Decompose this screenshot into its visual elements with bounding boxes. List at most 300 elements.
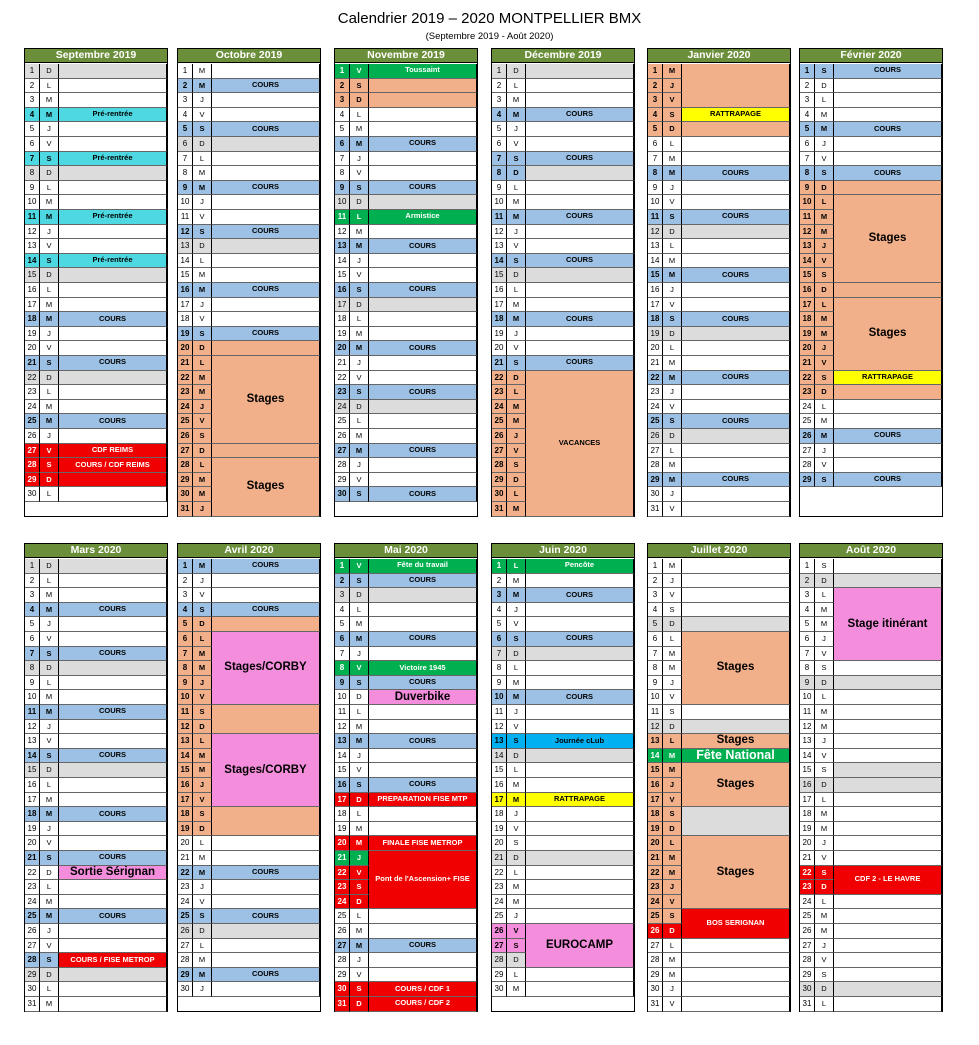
day-number: 21: [335, 356, 350, 371]
day-letter: V: [507, 341, 526, 356]
day-event-slot: [212, 254, 320, 269]
day-number: 5: [178, 617, 193, 632]
day-letter: J: [663, 676, 682, 691]
day-letter: L: [507, 283, 526, 298]
day-event-slot: [834, 720, 942, 735]
day-number: 4: [492, 108, 507, 123]
day-number: 19: [648, 327, 663, 342]
day-letter: M: [193, 385, 212, 400]
day-number: 15: [800, 268, 815, 283]
shaded-block: [526, 749, 634, 764]
day-letter: L: [350, 414, 369, 429]
day-number: 17: [648, 298, 663, 313]
day-number: 31: [648, 502, 663, 517]
day-number: 21: [335, 851, 350, 866]
day-letter: S: [507, 356, 526, 371]
day-letter: J: [40, 822, 59, 837]
day-event-slot: [682, 283, 790, 298]
day-event-slot: [59, 327, 167, 342]
day-event-slot: [682, 705, 790, 720]
day-number: 12: [335, 225, 350, 240]
day-event-slot: [59, 181, 167, 196]
day-event-slot: [834, 968, 942, 983]
day-number: 3: [25, 93, 40, 108]
day-number: 1: [492, 559, 507, 574]
shaded-block: [59, 968, 167, 983]
day-letter: M: [40, 414, 59, 429]
shaded-block: [59, 763, 167, 778]
day-letter: S: [193, 122, 212, 137]
day-number: 15: [800, 763, 815, 778]
day-number: 11: [800, 210, 815, 225]
event-block: COURS: [59, 807, 167, 822]
day-letter: V: [663, 195, 682, 210]
day-letter: J: [663, 982, 682, 997]
day-letter: J: [350, 851, 369, 866]
day-letter: M: [663, 749, 682, 764]
day-number: 14: [492, 749, 507, 764]
day-letter: J: [193, 93, 212, 108]
day-number: 10: [800, 690, 815, 705]
day-letter: L: [350, 807, 369, 822]
day-number: 21: [492, 356, 507, 371]
day-number: 9: [25, 181, 40, 196]
day-letter: M: [507, 108, 526, 123]
day-number: 24: [648, 895, 663, 910]
day-number: 11: [178, 210, 193, 225]
shaded-block: [682, 720, 790, 735]
day-number: 11: [25, 210, 40, 225]
day-letter: M: [40, 807, 59, 822]
day-number: 4: [648, 603, 663, 618]
day-number: 28: [178, 458, 193, 473]
day-number: 24: [335, 895, 350, 910]
event-block: CDF 2 - LE HAVRE: [834, 866, 942, 895]
day-number: 19: [648, 822, 663, 837]
day-letter: M: [40, 690, 59, 705]
day-event-slot: [526, 836, 634, 851]
day-letter: M: [40, 588, 59, 603]
day-letter: V: [815, 953, 834, 968]
event-block: COURS: [369, 239, 477, 254]
event-block: COURS: [59, 603, 167, 618]
day-letter: M: [663, 356, 682, 371]
day-number: 10: [178, 195, 193, 210]
day-letter: J: [40, 225, 59, 240]
day-number: 1: [800, 64, 815, 79]
day-number: 11: [648, 705, 663, 720]
day-letter: D: [40, 968, 59, 983]
day-letter: V: [193, 414, 212, 429]
day-number: 19: [25, 327, 40, 342]
day-number: 23: [25, 385, 40, 400]
day-event-slot: [369, 458, 477, 473]
event-block: COURS: [369, 181, 477, 196]
day-letter: L: [507, 968, 526, 983]
day-number: 31: [492, 502, 507, 517]
day-number: 28: [178, 953, 193, 968]
day-number: 30: [335, 982, 350, 997]
day-number: 18: [178, 807, 193, 822]
shaded-block: [682, 327, 790, 342]
event-block: COURS: [526, 210, 634, 225]
shaded-block: [59, 166, 167, 181]
shaded-block: [682, 64, 790, 108]
day-letter: M: [193, 953, 212, 968]
day-number: 13: [25, 239, 40, 254]
day-event-slot: [526, 93, 634, 108]
shaded-block: [834, 763, 942, 778]
day-number: 1: [25, 64, 40, 79]
day-letter: S: [507, 632, 526, 647]
day-number: 22: [25, 371, 40, 386]
day-number: 6: [492, 632, 507, 647]
day-letter: M: [663, 647, 682, 662]
day-event-slot: [369, 617, 477, 632]
event-block: COURS: [369, 574, 477, 589]
day-number: 28: [648, 458, 663, 473]
day-letter: M: [193, 181, 212, 196]
day-letter: V: [663, 588, 682, 603]
day-letter: L: [193, 356, 212, 371]
event-block: RATTRAPAGE: [526, 793, 634, 808]
event-block: COURS: [834, 122, 942, 137]
event-block: COURS: [682, 371, 790, 386]
day-number: 14: [178, 254, 193, 269]
day-letter: V: [40, 939, 59, 954]
day-number: 17: [25, 793, 40, 808]
day-number: 19: [492, 327, 507, 342]
day-event-slot: [59, 225, 167, 240]
event-block: COURS: [682, 166, 790, 181]
day-number: 17: [335, 298, 350, 313]
day-letter: M: [40, 997, 59, 1012]
day-letter: S: [815, 661, 834, 676]
day-letter: D: [193, 341, 212, 356]
day-letter: M: [507, 414, 526, 429]
shaded-block: [59, 559, 167, 574]
day-number: 20: [800, 836, 815, 851]
day-letter: S: [815, 473, 834, 488]
day-number: 5: [335, 122, 350, 137]
day-letter: M: [40, 312, 59, 327]
day-letter: M: [815, 617, 834, 632]
month-header: Avril 2020: [178, 544, 320, 558]
event-block: COURS: [369, 137, 477, 152]
day-event-slot: [59, 982, 167, 997]
day-letter: M: [507, 895, 526, 910]
day-event-slot: [369, 108, 477, 123]
day-event-slot: [59, 79, 167, 94]
shaded-block: [59, 268, 167, 283]
day-letter: J: [350, 458, 369, 473]
day-number: 3: [178, 93, 193, 108]
day-letter: L: [40, 181, 59, 196]
event-block: Stage itinérant: [834, 588, 942, 661]
day-number: 12: [800, 720, 815, 735]
day-number: 8: [335, 166, 350, 181]
day-letter: J: [40, 122, 59, 137]
day-event-slot: [526, 763, 634, 778]
day-event-slot: [212, 166, 320, 181]
day-number: 27: [178, 939, 193, 954]
day-letter: L: [350, 210, 369, 225]
day-letter: L: [40, 982, 59, 997]
day-number: 2: [25, 79, 40, 94]
event-block: Stages: [834, 195, 942, 283]
day-number: 23: [492, 385, 507, 400]
day-letter: M: [663, 64, 682, 79]
day-letter: J: [507, 807, 526, 822]
event-block: VACANCES: [526, 371, 634, 517]
day-letter: J: [193, 195, 212, 210]
event-block: COURS: [369, 487, 477, 502]
day-letter: L: [40, 487, 59, 502]
shaded-block: [212, 807, 320, 836]
event-block: EUROCAMP: [526, 924, 634, 968]
day-event-slot: [212, 982, 320, 997]
day-number: 18: [648, 312, 663, 327]
day-number: 7: [800, 152, 815, 167]
day-letter: V: [40, 341, 59, 356]
day-event-slot: [834, 559, 942, 574]
day-letter: J: [815, 444, 834, 459]
day-letter: S: [815, 559, 834, 574]
day-letter: M: [815, 122, 834, 137]
event-block: Pré-rentrée: [59, 108, 167, 123]
day-letter: S: [507, 458, 526, 473]
day-number: 18: [178, 312, 193, 327]
day-letter: S: [507, 152, 526, 167]
day-number: 28: [335, 953, 350, 968]
day-event-slot: [369, 312, 477, 327]
day-event-slot: [682, 487, 790, 502]
shaded-block: [834, 385, 942, 400]
month-header: Janvier 2020: [648, 49, 790, 63]
day-number: 21: [178, 851, 193, 866]
event-block: COURS: [526, 356, 634, 371]
day-event-slot: [526, 822, 634, 837]
day-event-slot: [834, 997, 942, 1012]
event-block: Sortie Sérignan: [59, 866, 167, 881]
day-number: 29: [648, 473, 663, 488]
event-block: COURS: [59, 356, 167, 371]
day-event-slot: [59, 588, 167, 603]
day-event-slot: [526, 137, 634, 152]
day-letter: J: [815, 632, 834, 647]
day-letter: V: [815, 458, 834, 473]
day-number: 19: [335, 327, 350, 342]
day-number: 20: [178, 836, 193, 851]
day-letter: V: [193, 690, 212, 705]
day-letter: D: [40, 166, 59, 181]
day-number: 8: [648, 166, 663, 181]
day-number: 6: [25, 137, 40, 152]
day-letter: J: [350, 152, 369, 167]
event-block: COURS: [212, 79, 320, 94]
day-number: 8: [800, 661, 815, 676]
day-letter: V: [507, 137, 526, 152]
day-number: 7: [178, 647, 193, 662]
day-event-slot: [834, 458, 942, 473]
day-letter: D: [815, 385, 834, 400]
day-letter: M: [40, 793, 59, 808]
day-letter: M: [350, 822, 369, 837]
day-number: 5: [492, 617, 507, 632]
day-letter: D: [815, 676, 834, 691]
day-letter: J: [815, 341, 834, 356]
day-letter: D: [193, 720, 212, 735]
day-number: 5: [335, 617, 350, 632]
day-number: 3: [492, 93, 507, 108]
shaded-block: [59, 661, 167, 676]
day-number: 15: [492, 268, 507, 283]
day-event-slot: [526, 327, 634, 342]
day-number: 3: [178, 588, 193, 603]
day-event-slot: [59, 880, 167, 895]
day-event-slot: [369, 924, 477, 939]
day-number: 13: [492, 734, 507, 749]
day-number: 5: [648, 617, 663, 632]
day-letter: V: [40, 734, 59, 749]
day-number: 12: [648, 720, 663, 735]
day-number: 30: [335, 487, 350, 502]
day-event-slot: [369, 414, 477, 429]
day-letter: L: [507, 487, 526, 502]
day-letter: L: [40, 574, 59, 589]
day-letter: L: [815, 298, 834, 313]
day-number: 20: [800, 341, 815, 356]
day-number: 31: [335, 997, 350, 1012]
day-letter: D: [663, 617, 682, 632]
day-letter: V: [193, 793, 212, 808]
day-number: 2: [492, 574, 507, 589]
day-letter: M: [193, 473, 212, 488]
day-number: 15: [25, 763, 40, 778]
day-letter: D: [193, 444, 212, 459]
day-letter: M: [40, 895, 59, 910]
day-letter: M: [193, 268, 212, 283]
shaded-block: [212, 239, 320, 254]
day-event-slot: [526, 968, 634, 983]
day-event-slot: [682, 559, 790, 574]
event-block: Stages: [682, 836, 790, 909]
day-number: 16: [25, 283, 40, 298]
day-letter: M: [40, 93, 59, 108]
day-letter: M: [193, 749, 212, 764]
day-number: 28: [25, 458, 40, 473]
day-letter: L: [193, 458, 212, 473]
day-letter: L: [663, 939, 682, 954]
day-event-slot: [369, 822, 477, 837]
day-letter: V: [507, 720, 526, 735]
day-letter: V: [507, 617, 526, 632]
event-block: COURS / FISE METROP: [59, 953, 167, 968]
shaded-block: [369, 195, 477, 210]
day-letter: D: [40, 371, 59, 386]
day-letter: V: [40, 836, 59, 851]
day-number: 28: [25, 953, 40, 968]
day-number: 13: [648, 239, 663, 254]
event-block: Fête National: [682, 749, 790, 764]
day-number: 3: [25, 588, 40, 603]
event-block: Pré-rentrée: [59, 254, 167, 269]
day-letter: V: [663, 690, 682, 705]
day-letter: V: [40, 632, 59, 647]
day-event-slot: [526, 720, 634, 735]
day-letter: J: [193, 502, 212, 517]
day-event-slot: [682, 997, 790, 1012]
day-number: 4: [648, 108, 663, 123]
shaded-block: [59, 371, 167, 386]
day-letter: S: [193, 603, 212, 618]
day-event-slot: [526, 909, 634, 924]
day-number: 13: [648, 734, 663, 749]
day-letter: M: [815, 924, 834, 939]
day-letter: S: [663, 705, 682, 720]
day-number: 17: [800, 793, 815, 808]
day-event-slot: [369, 473, 477, 488]
day-event-slot: [682, 254, 790, 269]
day-letter: J: [193, 676, 212, 691]
day-letter: M: [663, 763, 682, 778]
event-block: COURS: [212, 181, 320, 196]
day-number: 20: [178, 341, 193, 356]
day-event-slot: [212, 268, 320, 283]
day-number: 24: [178, 400, 193, 415]
event-block: Stages: [212, 356, 320, 444]
month-header: Juin 2020: [492, 544, 634, 558]
day-letter: S: [193, 705, 212, 720]
day-letter: M: [350, 617, 369, 632]
day-letter: D: [40, 866, 59, 881]
day-letter: M: [40, 108, 59, 123]
day-number: 19: [492, 822, 507, 837]
day-letter: J: [815, 836, 834, 851]
day-letter: L: [350, 108, 369, 123]
day-number: 10: [648, 195, 663, 210]
day-letter: V: [663, 93, 682, 108]
day-number: 9: [492, 676, 507, 691]
day-number: 29: [25, 473, 40, 488]
day-number: 13: [178, 734, 193, 749]
event-block: Stages/CORBY: [212, 734, 320, 807]
day-letter: J: [193, 982, 212, 997]
event-block: COURS: [59, 749, 167, 764]
day-letter: M: [350, 734, 369, 749]
day-letter: S: [350, 487, 369, 502]
day-number: 7: [335, 647, 350, 662]
day-number: 13: [335, 734, 350, 749]
day-event-slot: [369, 720, 477, 735]
day-letter: M: [663, 254, 682, 269]
month-11: [799, 543, 943, 1012]
day-event-slot: [59, 822, 167, 837]
day-number: 2: [800, 79, 815, 94]
day-number: 26: [800, 924, 815, 939]
day-event-slot: [682, 239, 790, 254]
day-letter: V: [663, 502, 682, 517]
day-number: 10: [178, 690, 193, 705]
day-letter: S: [663, 603, 682, 618]
day-letter: M: [193, 763, 212, 778]
day-number: 2: [335, 574, 350, 589]
day-letter: L: [663, 341, 682, 356]
event-block: Stages: [682, 763, 790, 807]
day-letter: D: [507, 851, 526, 866]
day-letter: M: [815, 225, 834, 240]
day-letter: M: [193, 661, 212, 676]
